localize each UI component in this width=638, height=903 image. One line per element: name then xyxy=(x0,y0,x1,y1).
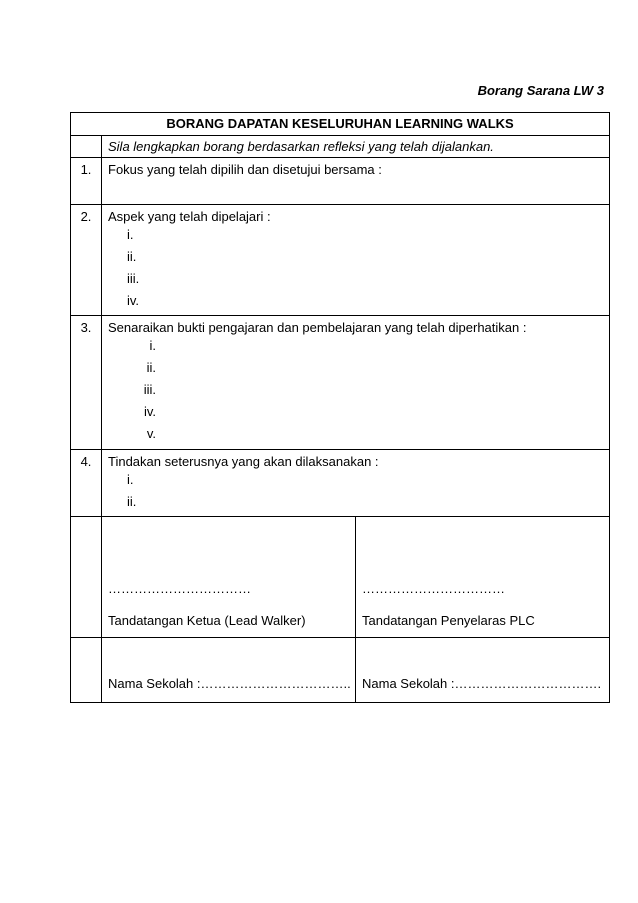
list-item: ii. xyxy=(127,494,137,509)
list-item: ii. xyxy=(127,249,137,264)
instruction-text: Sila lengkapkan borang berdasarkan refleksi yang telah dijalankan. xyxy=(102,136,610,158)
signature-line: …………………………… xyxy=(108,581,251,596)
empty-number-cell xyxy=(71,638,102,703)
item-row-3 xyxy=(71,316,610,450)
item-number: 3. xyxy=(71,316,102,450)
form-code: Borang Sarana LW 3 xyxy=(477,83,604,98)
list-item: ii. xyxy=(146,360,156,375)
item-number: 2. xyxy=(71,205,102,316)
item-row-2 xyxy=(71,205,610,316)
instruction-row xyxy=(71,136,610,158)
list-item: i. xyxy=(127,227,134,242)
list-item: iv. xyxy=(127,293,140,308)
signature-line: …………………………… xyxy=(362,581,505,596)
item-row-1 xyxy=(71,158,610,205)
item-number: 4. xyxy=(71,450,102,517)
item-content xyxy=(102,158,610,205)
signature-label: Tandatangan Penyelaras PLC xyxy=(362,613,535,628)
list-item: i. xyxy=(127,472,134,487)
school-name-label: Nama Sekolah :……………………………. xyxy=(362,676,602,691)
plc-coordinator-signature-cell xyxy=(356,517,610,638)
lead-walker-signature-cell xyxy=(102,517,356,638)
list-item: iv. xyxy=(143,404,156,419)
school-name-cell-right xyxy=(356,638,610,703)
list-item: iii. xyxy=(127,271,140,286)
item-number: 1. xyxy=(71,158,102,205)
list-item: i. xyxy=(149,338,156,353)
school-name-cell-left xyxy=(102,638,356,703)
evidence-list xyxy=(108,335,609,445)
item-label: Senaraikan bukti pengajaran dan pembelajaran yang telah diperhatikan : xyxy=(108,320,527,335)
signature-row xyxy=(71,517,610,638)
item-content xyxy=(102,316,610,450)
findings-form-table xyxy=(70,112,610,703)
list-item: v. xyxy=(146,426,156,441)
list-item: iii. xyxy=(143,382,156,397)
empty-number-cell xyxy=(71,136,102,158)
item-label: Aspek yang telah dipelajari : xyxy=(108,209,271,224)
item-row-4 xyxy=(71,450,610,517)
item-content xyxy=(102,450,610,517)
school-name-label: Nama Sekolah :…………………………….. xyxy=(108,676,351,691)
action-list xyxy=(108,469,609,513)
item-label: Tindakan seterusnya yang akan dilaksanakan : xyxy=(108,454,379,469)
form-title: BORANG DAPATAN KESELURUHAN LEARNING WALKS xyxy=(71,113,610,136)
item-content xyxy=(102,205,610,316)
school-row xyxy=(71,638,610,703)
signature-label: Tandatangan Ketua (Lead Walker) xyxy=(108,613,306,628)
item-label: Fokus yang telah dipilih dan disetujui bersama : xyxy=(108,162,382,177)
empty-number-cell xyxy=(71,517,102,638)
aspect-list xyxy=(108,224,609,312)
title-row xyxy=(71,113,610,136)
